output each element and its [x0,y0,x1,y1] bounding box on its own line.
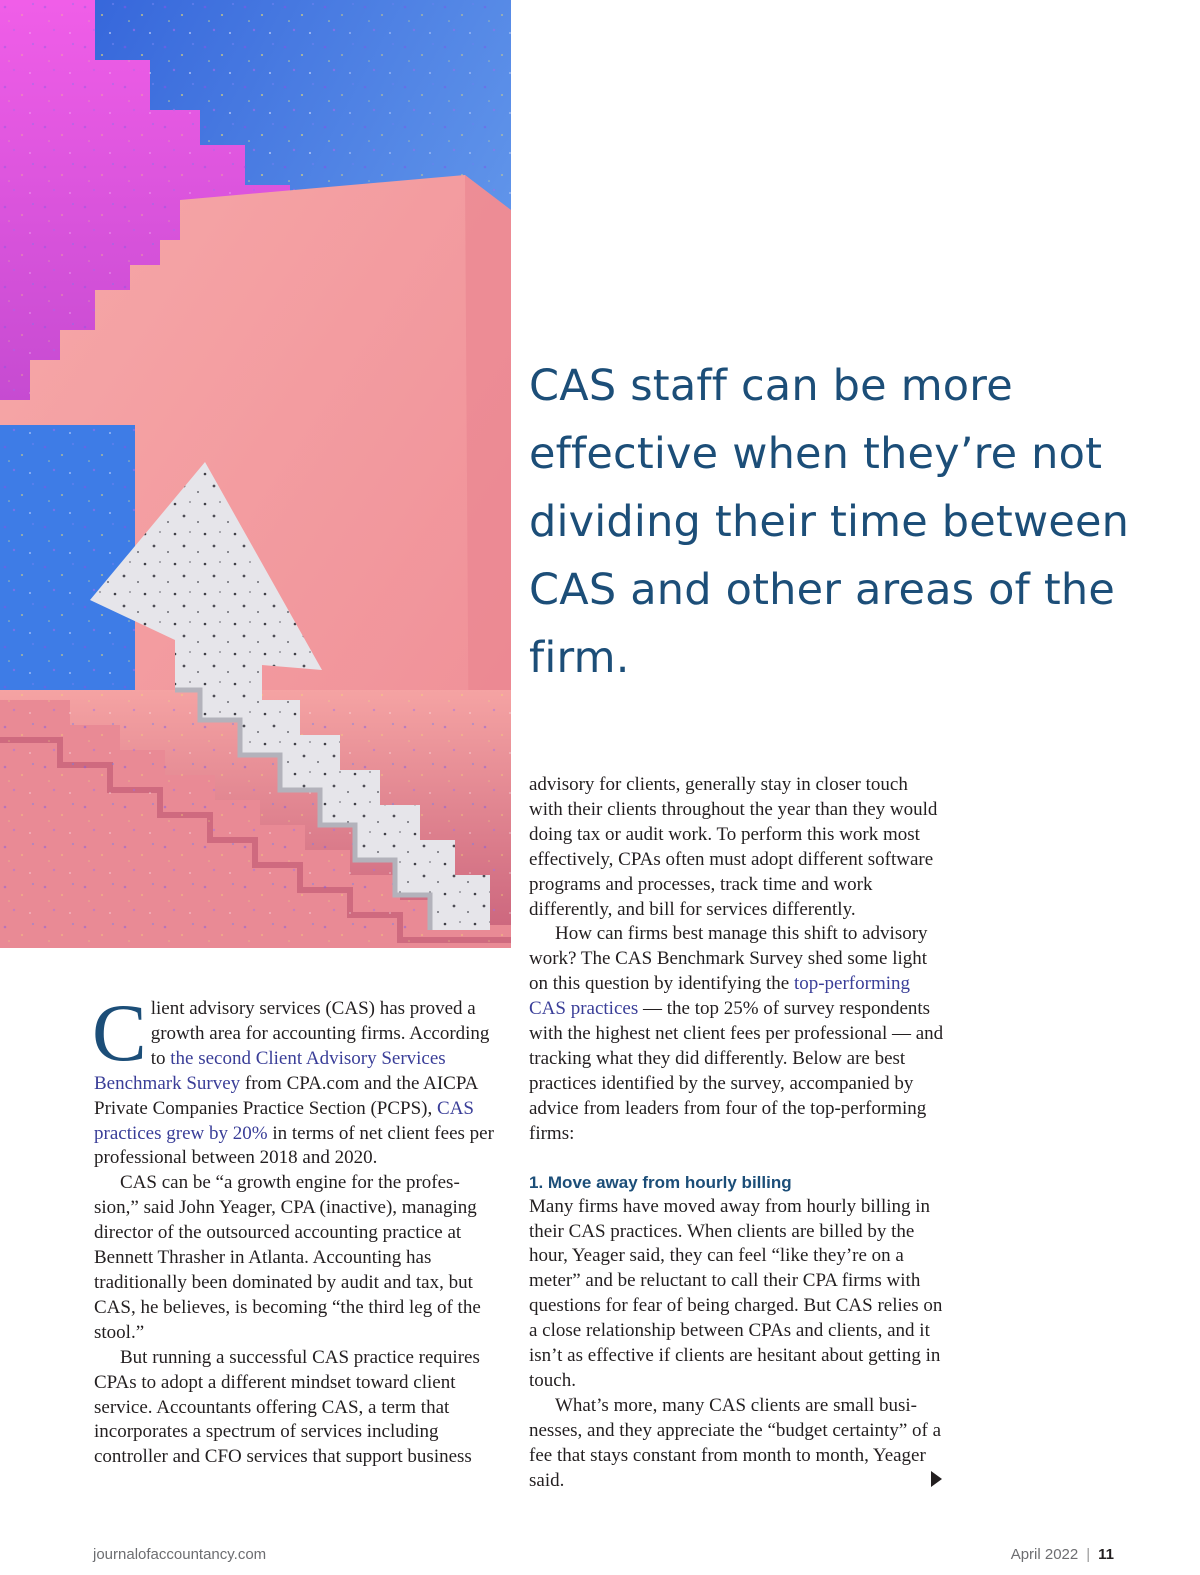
body-paragraph: Many firms have moved away from hourly billing in their CAS practices. When clients are billed by the hour, Yeager said, they can feel “like they’re on a meter” and be reluctant to call their CPA firms with questions for fear of being charged. But CAS relies on a close relationship between CPAs and clients, and it isn’t as effective if clients are hesitant about getting in touch. [529,1195,943,1391]
footer-page-info [1011,1546,1114,1563]
cas-growth-link[interactable]: CAS practices grew by 20% [94,1097,474,1144]
body-text: How can firms best manage this shift to advisory work? The CAS Benchmark Survey shed some light on this question by identifying the [529,923,928,995]
top-performing-link[interactable]: top-performing CAS practices [529,973,911,1020]
benchmark-survey-link[interactable]: the second Client Advisory Services Benchmark Survey [94,1047,446,1094]
staircase-arrow-illustration [0,0,511,948]
drop-cap: C [92,987,147,1078]
pull-quote: CAS staff can be more effective when they’re not dividing their time between CAS and other areas of the firm. [529,361,1130,683]
intro-text: lient advisory services (CAS) has proved a growth area for accounting firms. According to [150,998,490,1069]
body-paragraph: advisory for clients, generally stay in closer touch with their clients throughout the year than they would doing tax or audit work. To perform this work most effectively, CPAs often must adopt different software programs and processes, track time and work differently, and bill for services differently. [529,774,938,920]
page-number: 11 [1098,1546,1114,1563]
footer-issue: April 2022 [1010,1546,1079,1563]
continue-arrow-icon [931,1471,942,1487]
intro-paragraph [92,987,496,1171]
body-paragraph: What’s more, many CAS clients are small businesses, and they appreciate the “budget certainty” of a fee that stays constant from month to month, Yeager said. [529,1394,942,1491]
hero-illustration [0,0,511,948]
body-text-2: — the top 25% of survey respondents with the highest net client fees per professional — and tracking what they did differently. Below are best practices identified by the survey, accompanied by advice from leaders from four of the top-performing firms: [529,998,944,1144]
body-paragraph: CAS can be “a growth engine for the profession,” said John Yeager, CPA (inactive), managing director of the outsourced accounting practice at Bennett Thrasher in Atlanta. Accounting has traditionally been dominated by audit and tax, but CAS, he believes, is becoming “the third leg of the stool.” [94,1172,481,1343]
body-paragraph [529,922,944,1146]
intro-text-3: in terms of net client fees per professional between 2018 and 2020. [94,1122,494,1169]
section-heading: 1. Move away from hourly billing [529,1172,792,1192]
intro-text-2: from CPA.com and the AICPA Private Companies Practice Section (PCPS), [94,1072,478,1119]
footer-separator: | [1086,1546,1091,1563]
article-column-right [529,773,944,1493]
article-column-left [92,987,496,1470]
footer-site: journalofaccountancy.com [93,1546,267,1563]
body-paragraph: But running a successful CAS practice requires CPAs to adopt a different mindset toward client service. Accountants offering CAS, a term that incorporates a spectrum of services including controller and CFO services that support business [94,1346,480,1468]
